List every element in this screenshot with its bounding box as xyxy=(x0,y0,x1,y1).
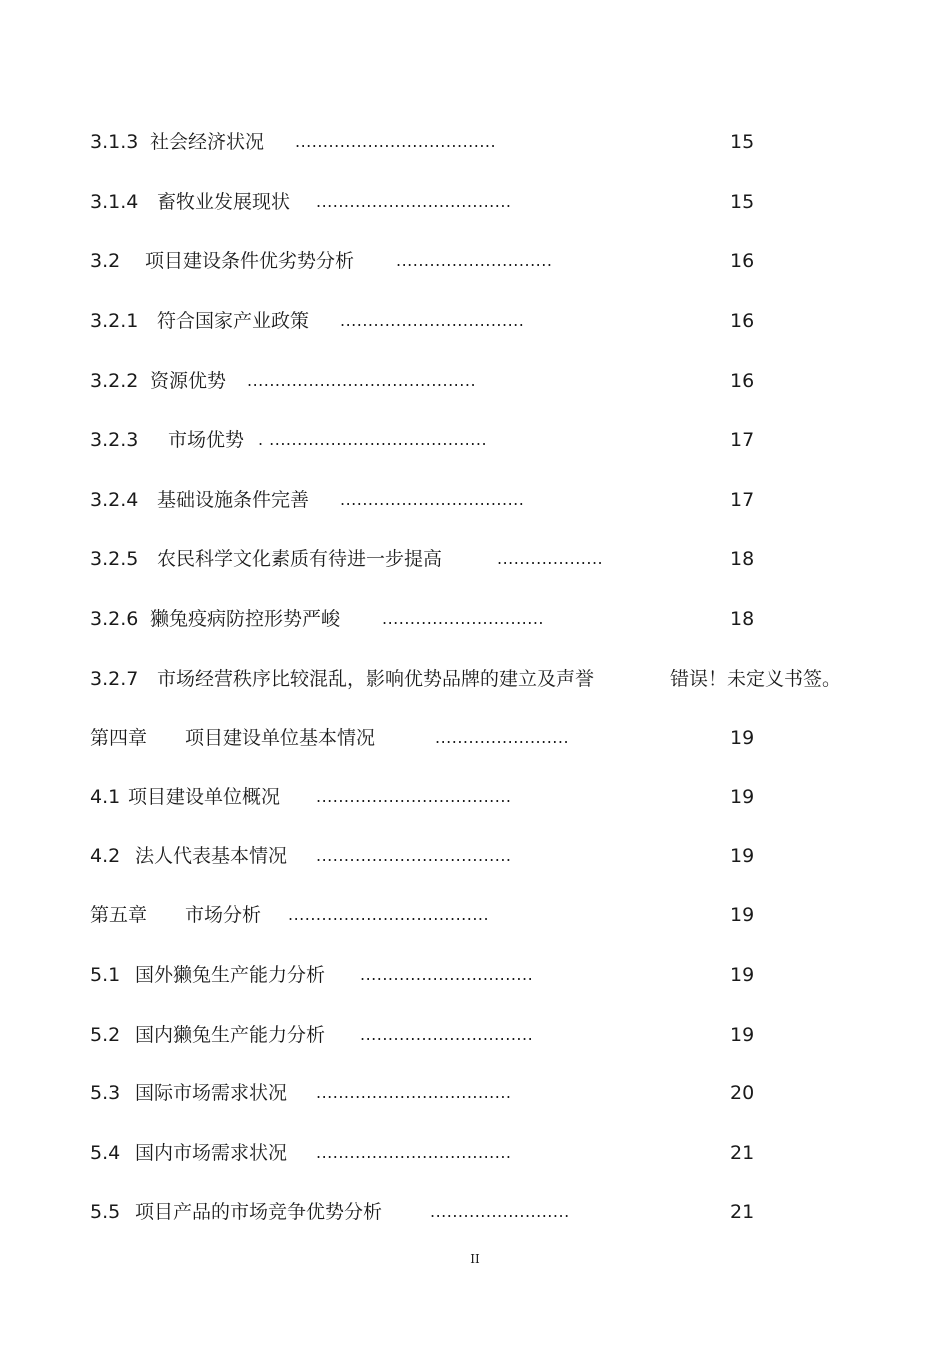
entry-title: 项目建设条件优劣势分析 xyxy=(145,250,355,272)
entry-number: 第五章 xyxy=(90,904,148,926)
toc-entry[interactable] xyxy=(0,664,950,694)
leader-dots: ........................ xyxy=(435,728,570,747)
entry-number: 3.2 xyxy=(90,250,121,272)
leader-dots: ................................... xyxy=(316,787,512,806)
leader-dots: .................................... xyxy=(288,905,490,924)
entry-title: 国际市场需求状况 xyxy=(135,1082,288,1104)
toc-entry[interactable] xyxy=(0,127,950,157)
toc-entry[interactable] xyxy=(0,841,950,871)
entry-number: 3.1.4 xyxy=(90,191,139,213)
toc-entry[interactable] xyxy=(0,425,950,455)
page-number: 19 xyxy=(730,964,755,986)
toc-entry[interactable] xyxy=(0,960,950,990)
entry-title: 资源优势 xyxy=(150,370,227,392)
entry-number: 3.2.2 xyxy=(90,370,139,392)
toc-entry[interactable] xyxy=(0,782,950,812)
entry-title: 基础设施条件完善 xyxy=(157,489,310,511)
page-number: 19 xyxy=(730,786,755,808)
leader-dots: ................................... xyxy=(316,1083,512,1102)
leader-dots: ............................. xyxy=(382,609,544,628)
entry-title: 国外獭兔生产能力分析 xyxy=(135,964,326,986)
leader-dots: ............................... xyxy=(360,1025,534,1044)
entry-title: 市场分析 xyxy=(185,904,262,926)
leader-dots: ................................... xyxy=(316,846,512,865)
entry-number: 3.2.5 xyxy=(90,548,139,570)
leader-dots: ............................... xyxy=(360,965,534,984)
toc-entry[interactable] xyxy=(0,900,950,930)
toc-entry[interactable] xyxy=(0,1078,950,1108)
toc-entry[interactable] xyxy=(0,485,950,515)
entry-number: 5.4 xyxy=(90,1142,121,1164)
leader-dots: ................... xyxy=(497,549,604,568)
page-number: 16 xyxy=(730,370,755,392)
page-footer-number: II xyxy=(470,1252,480,1266)
entry-title: 农民科学文化素质有待进一步提高 xyxy=(157,548,443,570)
entry-number: 3.2.4 xyxy=(90,489,139,511)
entry-title: 项目建设单位概况 xyxy=(128,786,281,808)
page-number: 19 xyxy=(730,904,755,926)
leader-dots: . ....................................... xyxy=(258,430,488,449)
entry-title: 国内市场需求状况 xyxy=(135,1142,288,1164)
entry-title: 国内獭兔生产能力分析 xyxy=(135,1024,326,1046)
page-number: 19 xyxy=(730,845,755,867)
entry-number: 3.2.7 xyxy=(90,668,139,690)
entry-number: 5.3 xyxy=(90,1082,121,1104)
entry-title: 市场经营秩序比较混乱，影响优势品牌的建立及声誉 xyxy=(157,668,595,690)
entry-number: 3.2.3 xyxy=(90,429,139,451)
toc-entry[interactable] xyxy=(0,723,950,753)
page-number: 18 xyxy=(730,608,755,630)
toc-entry[interactable] xyxy=(0,187,950,217)
entry-title: 法人代表基本情况 xyxy=(135,845,288,867)
entry-number: 3.2.6 xyxy=(90,608,139,630)
page-number: 18 xyxy=(730,548,755,570)
page-number: 16 xyxy=(730,250,755,272)
entry-title: 獭兔疫病防控形势严峻 xyxy=(150,608,341,630)
page-number: 20 xyxy=(730,1082,755,1104)
entry-title: 社会经济状况 xyxy=(150,131,265,153)
page-number: 19 xyxy=(730,727,755,749)
entry-number: 3.2.1 xyxy=(90,310,139,332)
leader-dots: ......................................... xyxy=(247,371,477,390)
entry-number: 3.1.3 xyxy=(90,131,139,153)
entry-number: 4.2 xyxy=(90,845,121,867)
leader-dots: ................................... xyxy=(316,192,512,211)
leader-dots: ................................. xyxy=(340,311,525,330)
leader-dots: ......................... xyxy=(430,1202,570,1221)
leader-dots: ................................. xyxy=(340,490,525,509)
leader-dots: ............................ xyxy=(396,251,553,270)
entry-title: 符合国家产业政策 xyxy=(157,310,310,332)
entry-number: 5.5 xyxy=(90,1201,121,1223)
page-number: 15 xyxy=(730,131,755,153)
entry-title: 畜牧业发展现状 xyxy=(157,191,291,213)
page-number: 17 xyxy=(730,489,755,511)
toc-entry[interactable] xyxy=(0,604,950,634)
toc-entry[interactable] xyxy=(0,366,950,396)
entry-number: 第四章 xyxy=(90,727,148,749)
toc-entry[interactable] xyxy=(0,306,950,336)
toc-entry[interactable] xyxy=(0,1197,950,1227)
page-number: 21 xyxy=(730,1201,755,1223)
toc-entry[interactable] xyxy=(0,1020,950,1050)
page-number: 17 xyxy=(730,429,755,451)
entry-title: 市场优势 xyxy=(168,429,245,451)
page-number: 16 xyxy=(730,310,755,332)
page-number: 15 xyxy=(730,191,755,213)
toc-entry[interactable] xyxy=(0,246,950,276)
page-number: 19 xyxy=(730,1024,755,1046)
entry-number: 5.1 xyxy=(90,964,121,986)
entry-title: 项目建设单位基本情况 xyxy=(185,727,376,749)
entry-number: 4.1 xyxy=(90,786,121,808)
entry-title: 项目产品的市场竞争优势分析 xyxy=(135,1201,383,1223)
page-number: 错误！未定义书签。 xyxy=(670,668,842,690)
toc-entry[interactable] xyxy=(0,1138,950,1168)
toc-entry[interactable] xyxy=(0,544,950,574)
leader-dots: .................................... xyxy=(295,132,497,151)
page-number: 21 xyxy=(730,1142,755,1164)
entry-number: 5.2 xyxy=(90,1024,121,1046)
leader-dots: ................................... xyxy=(316,1143,512,1162)
